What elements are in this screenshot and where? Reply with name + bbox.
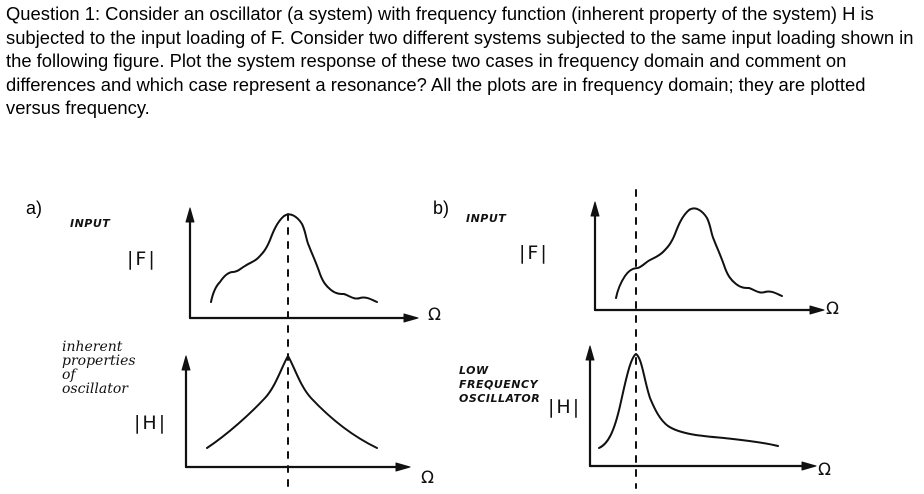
oscillator-line-3: OSCILLATOR	[459, 392, 541, 405]
inherent-line-3: of	[62, 367, 76, 383]
panel-b-bottom-y-arrow	[586, 346, 594, 360]
panel-a-top-y-arrow	[186, 208, 194, 222]
panel-b-h-label: |H|	[548, 396, 582, 418]
panel-a-input-label: INPUT	[70, 217, 111, 230]
panel-b-bottom-x-arrow	[802, 462, 816, 470]
oscillator-line-1: LOW	[459, 364, 489, 377]
panel-a-bottom-y-arrow	[182, 356, 190, 370]
panel-b-top-y-arrow	[591, 202, 599, 216]
inherent-line-4: oscillator	[62, 381, 128, 397]
panel-a-bottom-plot	[182, 356, 410, 471]
panel-a-input-curve	[211, 214, 377, 302]
panel-b-top-plot	[591, 202, 824, 314]
inherent-line-2: properties	[62, 353, 136, 369]
panel-b-top-omega: Ω	[826, 299, 839, 319]
panel-a-f-label: |F|	[127, 248, 157, 270]
panel-a-label: a)	[26, 198, 43, 218]
panel-a-top-plot	[186, 208, 418, 322]
panel-b-f-label: |F|	[519, 242, 549, 264]
oscillator-line-2: FREQUENCY	[459, 378, 539, 391]
panel-a-response-curve	[207, 356, 377, 448]
panel-a-top-x-arrow	[404, 314, 418, 322]
panel-b-input-label: INPUT	[466, 212, 507, 225]
panel-a-bottom-x-arrow	[396, 463, 410, 471]
inherent-line-1: inherent	[62, 339, 123, 355]
panel-b-response-curve	[599, 354, 778, 448]
question-text: Question 1: Consider an oscillator (a system) with frequency function (inherent property of the system) H is subjected to the input loading of F. Consider two different systems subjected to the same input loading shown in the following figure. Plot the system response of these two cases in frequency domain and comment on differences and which case represent a resonance? All the plots are in frequency domain; they are plotted versus frequency.	[6, 3, 914, 119]
panel-b-bottom-plot	[586, 346, 816, 470]
panel-b-bottom-omega: Ω	[818, 460, 831, 480]
panel-b-input-curve	[616, 208, 782, 298]
panel-a-bottom-omega: Ω	[421, 468, 434, 488]
panel-b-top-x-arrow	[810, 306, 824, 314]
panel-a-h-label: |H|	[134, 412, 168, 434]
panel-b-label: b)	[433, 198, 450, 218]
panel-a-top-omega: Ω	[428, 305, 441, 325]
